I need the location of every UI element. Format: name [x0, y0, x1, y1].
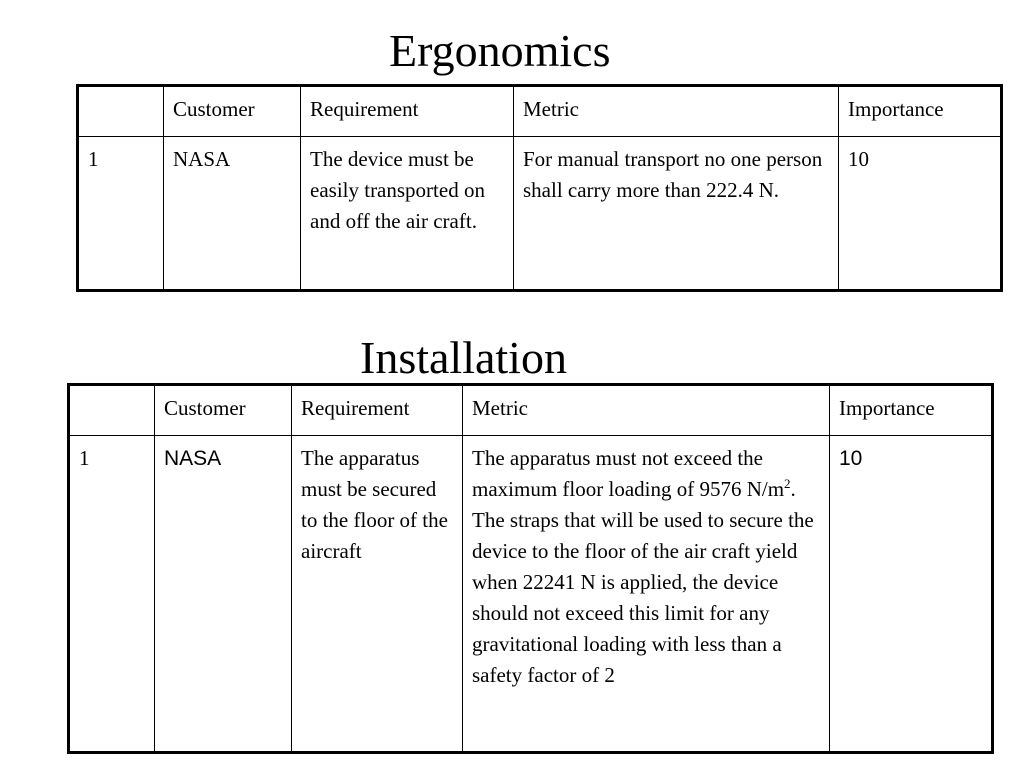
requirement-header: Requirement: [301, 86, 514, 137]
requirement-cell: The apparatus must be secured to the floor of the aircraft: [292, 436, 463, 753]
requirement-cell: The device must be easily transported on and off the air craft.: [301, 137, 514, 291]
table-header-row: [69, 385, 993, 436]
customer-cell: NASA: [164, 137, 301, 291]
requirement-header: Requirement: [292, 385, 463, 436]
importance-cell: 10: [830, 436, 993, 753]
metric-header: Metric: [514, 86, 839, 137]
importance-cell: 10: [839, 137, 1002, 291]
row-index-cell: 1: [69, 436, 155, 753]
installation-table: [67, 383, 994, 754]
importance-header: Importance: [830, 385, 993, 436]
table-row: [78, 137, 1002, 291]
table-header-row: [78, 86, 1002, 137]
table-row: [69, 436, 993, 753]
customer-cell: NASA: [155, 436, 292, 753]
metric-cell: [514, 137, 839, 291]
metric-text-continued: . The straps that will be used to secure the device to the floor of the air craft yield when 22241 N is applied, the device should not exceed this limit for any gravitational loading with less than a safety factor of 2: [472, 477, 814, 687]
metric-text: For manual transport no one person shall carry more than 222.4 N.: [523, 147, 823, 202]
row-index-cell: 1: [78, 137, 164, 291]
customer-header: Customer: [164, 86, 301, 137]
metric-superscript: 2: [784, 476, 791, 491]
ergonomics-table: [76, 84, 1003, 292]
index-header: [69, 385, 155, 436]
ergonomics-title: Ergonomics: [389, 25, 611, 76]
customer-header: Customer: [155, 385, 292, 436]
installation-title: Installation: [360, 332, 567, 383]
index-header: [78, 86, 164, 137]
metric-header: Metric: [463, 385, 830, 436]
importance-header: Importance: [839, 86, 1002, 137]
metric-cell: [463, 436, 830, 753]
metric-text: The apparatus must not exceed the maximum floor loading of 9576 N/m: [472, 446, 785, 501]
